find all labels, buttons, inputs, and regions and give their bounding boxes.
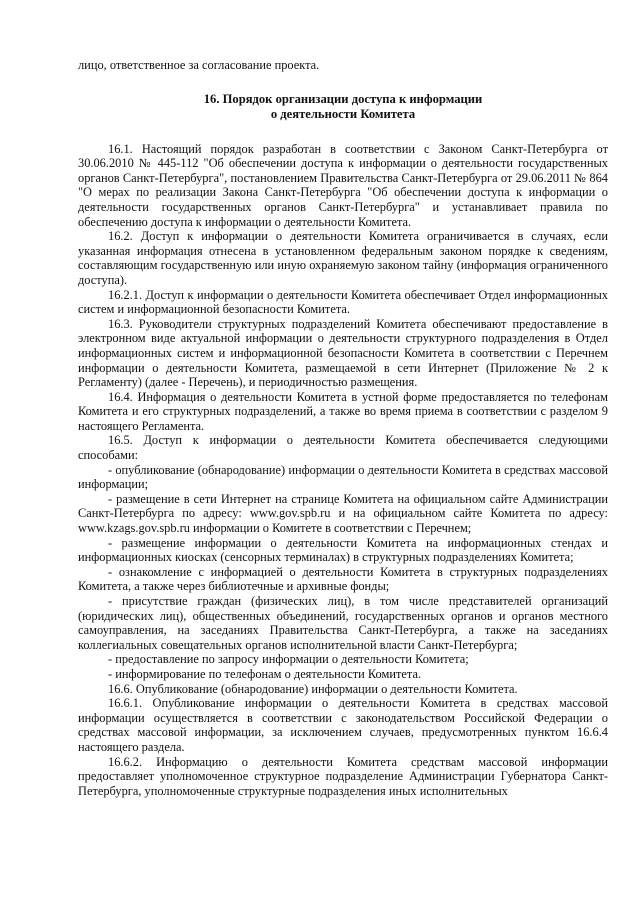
- paragraph-16-2-1: 16.2.1. Доступ к информации о деятельности Комитета обеспечивает Отдел информационных систем и информационной безопасности Комитета.: [78, 287, 608, 317]
- paragraph-16-5: 16.5. Доступ к информации о деятельности Комитета обеспечивается следующими способами:: [78, 433, 608, 463]
- list-item-internet: - размещение в сети Интернет на странице Комитета на официальном сайте Администрации Санкт-Петербурга по адресу: www.gov.spb.ru и на официальном сайте Комитета по адресу: www.kzags.gov.spb.ru информации о Комитете в соответствии с Перечнем;: [78, 491, 608, 536]
- section-title-line-2: о деятельности Комитета: [270, 106, 416, 121]
- list-item-phone: - информирование по телефонам о деятельности Комитета.: [108, 666, 422, 681]
- section-title: [78, 92, 608, 122]
- paragraph-16-3: 16.3. Руководители структурных подразделений Комитета обеспечивают предоставление в электронном виде актуальной информации о деятельности структурного подразделения в Отдел информационных систем и информационной безопасности Комитета в соответствии с Перечнем информации о деятельности Комитета, размещаемой в сети Интернет (Приложение № 2 к Регламенту) (далее - Перечень), и периодичностью размещения.: [78, 316, 608, 390]
- lead-text: лицо, ответственное за согласование проекта.: [78, 58, 320, 72]
- paragraph-16-6-2: 16.6.2. Информацию о деятельности Комитета средствам массовой информации предоставляет уполномоченное структурное подразделение Администрации Губернатора Санкт-Петербурга, уполномоченные структурные подразделения иных исполнительных: [78, 754, 608, 798]
- list-item-publication: - опубликование (обнародование) информации о деятельности Комитета в средствах массовой информации;: [78, 462, 608, 492]
- paragraph-16-2: 16.2. Доступ к информации о деятельности Комитета ограничивается в случаях, если указанная информация отнесена в установленном федеральным законом порядке к сведениям, составляющим государственную или иную охраняемую законом тайну (информация ограниченного доступа).: [78, 229, 608, 287]
- paragraph-16-4: 16.4. Информация о деятельности Комитета в устной форме предоставляется по телефонам Комитета и его структурных подразделений, а также во время приема в соответствии с разделом 9 настоящего Регламента.: [78, 389, 608, 433]
- paragraph-16-6-1: 16.6.1. Опубликование информации о деятельности Комитета в средствах массовой информации осуществляется в соответствии с законодательством Российской Федерации о средствах массовой информации, за исключением случаев, предусмотренных пунктом 16.6.4 настоящего раздела.: [78, 696, 608, 754]
- list-item-familiarization: - ознакомление с информацией о деятельности Комитета в структурных подразделениях Комитета, а также через библиотечные и архивные фонды;: [78, 564, 608, 594]
- document-body: [78, 58, 608, 798]
- list-item-stands: - размещение информации о деятельности Комитета на информационных стендах и информационных киосках (сенсорных терминалах) в структурных подразделениях Комитета;: [78, 535, 608, 565]
- paragraph-16-6: 16.6. Опубликование (обнародование) информации о деятельности Комитета.: [108, 681, 518, 696]
- list-item-presence: - присутствие граждан (физических лиц), в том числе представителей организаций (юридических лиц), общественных объединений, государственных органов и органов местного самоуправления, на заседаниях Правительства Санкт-Петербурга, а также на заседаниях коллегиальных совещательных органов исполнительной власти Санкт-Петербурга;: [78, 594, 608, 652]
- list-item-request: - предоставление по запросу информации о деятельности Комитета;: [108, 652, 469, 667]
- section-title-line-1: 16. Порядок организации доступа к информации: [203, 91, 483, 106]
- paragraph-16-1: 16.1. Настоящий порядок разработан в соответствии с Законом Санкт-Петербурга от 30.06.2010 № 445-112 "Об обеспечении доступа к информации о деятельности государственных органов Санкт-Петербурга", постановлением Правительства Санкт-Петербурга от 29.06.2011 № 864 "О мерах по реализации Закона Санкт-Петербурга "Об обеспечении доступа к информации о деятельности государственных органов Санкт-Петербурга" и устанавливает правила по обеспечению доступа к информации о деятельности Комитета.: [78, 141, 608, 229]
